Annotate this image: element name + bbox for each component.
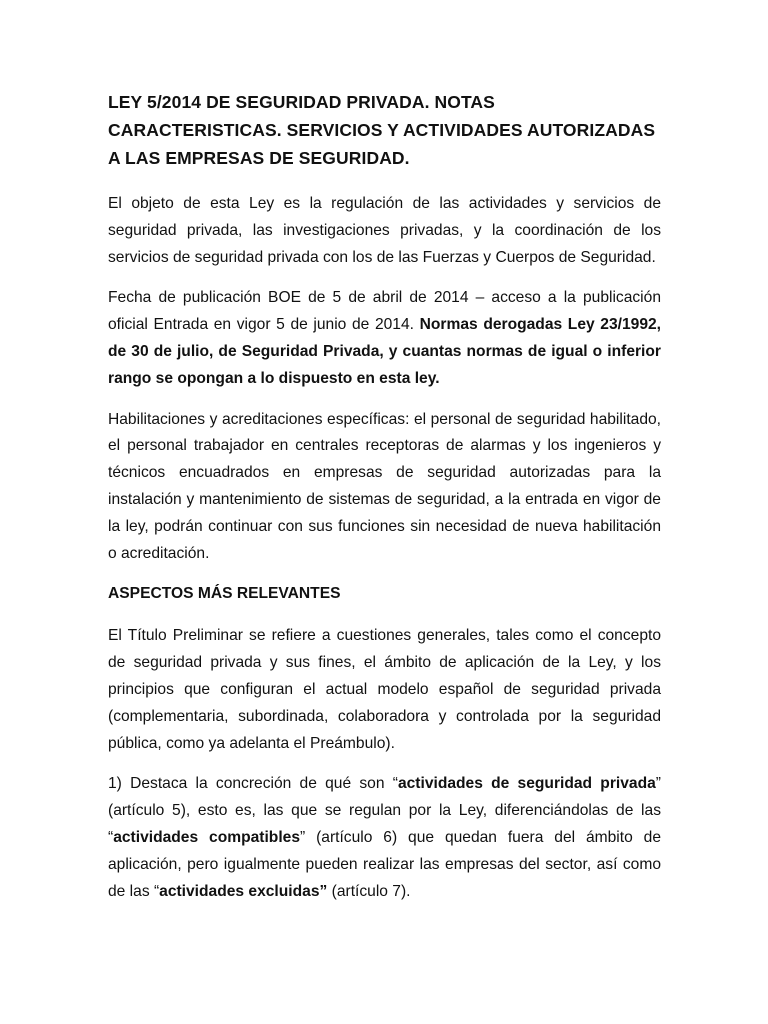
document-page (108, 88, 661, 919)
repealed-norms-text: Normas derogadas Ley 23/1992, de 30 de julio, de Seguridad Privada, y cuantas normas de igual o inferior rango se opongan a lo dispuesto en esta ley. (108, 316, 662, 387)
activities-text-g: (artículo 7). (327, 882, 411, 900)
paragraph-preliminary-title (108, 623, 661, 757)
section-heading: ASPECTOS MÁS RELEVANTES (108, 585, 341, 603)
activities-compatible: actividades compatibles (113, 828, 301, 846)
publication-text: Fecha de publicación BOE de 5 de abril de 2014 – acceso a la publicación oficial Entrada en vigor 5 de junio de 2014. (108, 289, 661, 334)
activities-text-c: ” (artículo 5), esto es, las que se regulan por la Ley, diferenciándolas de las “ (108, 775, 661, 846)
document-title: LEY 5/2014 DE SEGURIDAD PRIVADA. NOTAS CARACTERISTICAS. SERVICIOS Y ACTIVIDADES AUTORIZADAS A LAS EMPRESAS DE SEGURIDAD. (108, 92, 656, 168)
activities-text-a: 1) Destaca la concreción de qué son “ (108, 775, 398, 793)
paragraph-activities (108, 771, 661, 905)
paragraph-qualifications (108, 407, 661, 568)
activities-excluded: actividades excluidas” (159, 882, 328, 900)
qualifications-text: Habilitaciones y acreditaciones específicas: el personal de seguridad habilitado, el personal trabajador en centrales receptoras de alarmas y los ingenieros y técnicos encuadrados en empresas de seguridad autorizadas para la instalación y mantenimiento de sistemas de seguridad, a la entrada en vigor de la ley, podrán continuar con sus funciones sin necesidad de nueva habilitación o acreditación. (108, 410, 661, 562)
activities-text-e: ” (artículo 6) que quedan fuera del ámbito de aplicación, pero igualmente pueden realizar las empresas del sector, así como de las “ (108, 828, 661, 900)
paragraph-publication (108, 285, 661, 392)
preliminary-title-text: El Título Preliminar se refiere a cuestiones generales, tales como el concepto de seguridad privada y sus fines, el ámbito de aplicación de la Ley, y los principios que configuran el actual modelo español de seguridad privada (complementaria, subordinada, colaboradora y controlada por la seguridad pública, como ya adelanta el Preámbulo). (108, 627, 661, 752)
activities-private-security: actividades de seguridad privada (397, 775, 656, 793)
paragraph-object-text: El objeto de esta Ley es la regulación de las actividades y servicios de seguridad privada, las investigaciones privadas, y la coordinación de los servicios de seguridad privada con los de las Fuerzas y Cuerpos de Seguridad. (108, 195, 661, 266)
paragraph-object (108, 191, 661, 271)
